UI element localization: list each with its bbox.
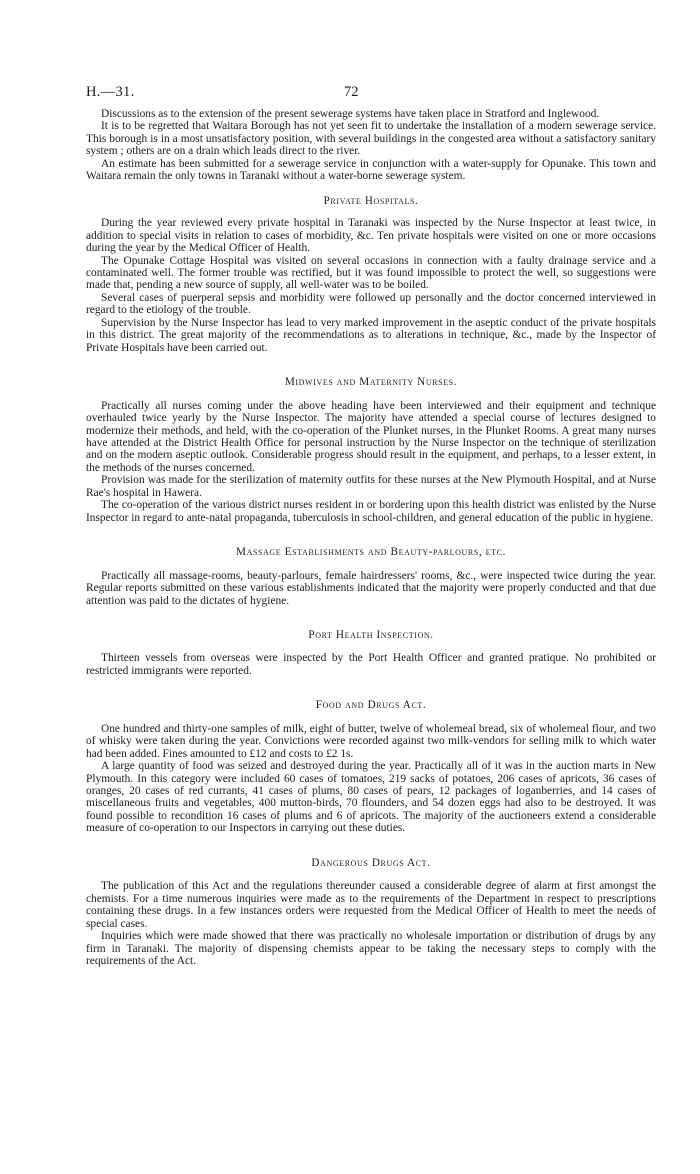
- section-heading-private-hospitals: Private Hospitals.: [323, 194, 419, 207]
- paragraph: Discussions as to the extension of the present sewerage systems have taken place in Stratford and Inglewood.: [101, 108, 600, 120]
- paragraph: The publication of this Act and the regulations thereunder caused a considerable degree of alarm at first amongst the chemists. For a time numerous inquiries were made as to the requirements of the Department in respect to prescriptions containing these drugs. In a few instances orders were requested from the Medical Officer of Health to meet the needs of special cases.: [86, 880, 656, 930]
- paragraph: An estimate has been submitted for a sewerage service in conjunction with a water-supply for Opunake. This town and Waitara remain the only towns in Taranaki without a water-borne sewerage system.: [86, 157, 656, 183]
- section-heading-dangerous-drugs: Dangerous Drugs Act.: [311, 856, 431, 869]
- paragraph: A large quantity of food was seized and destroyed during the year. Practically all of it was in the auction marts in New Plymouth. In this category were included 60 cases of tomatoes, 219 sacks of potatoes, 206 cases of apricots, 36 cases of oranges, 20 cases of red currants, 41 cases of plums, 80 cases of pears, 12 packages of loganberries, and 14 cases of miscellaneous fruits and vegetables, 400 mutton-birds, 70 flounders, and 54 dozen eggs had also to be destroyed. It was found possible to recondition 16 cases of plums and 6 of apricots. The majority of the auctioneers extend a considerable measure of co-operation to our Inspectors in carrying out these duties.: [86, 760, 656, 835]
- paragraph: Thirteen vessels from overseas were inspected by the Port Health Officer and granted pratique. No prohibited or restricted immigrants were reported.: [86, 652, 656, 677]
- page-header: [86, 84, 656, 108]
- paragraph: During the year reviewed every private hospital in Taranaki was inspected by the Nurse Inspector at least twice, in addition to special visits in relation to cases of morbidity, &c. Ten private hospitals were visited on one or more occasions during the year by the Medical Officer of Health.: [86, 217, 656, 255]
- section-heading-midwives: Midwives and Maternity Nurses.: [284, 376, 458, 389]
- paragraph: Practically all massage-rooms, beauty-parlours, female hairdressers' rooms, &c., were inspected twice during the year. Regular reports submitted on these various establishments indicated that the majority were properly conducted and that due attention was paid to the dictates of hygiene.: [86, 569, 656, 607]
- section-heading-port-health: Port Health Inspection.: [308, 628, 434, 641]
- paragraph: Supervision by the Nurse Inspector has lead to very marked improvement in the aseptic conduct of the private hospitals in this district. The great majority of the recommendations as to alterations in technique, &c., made by the Inspector of Private Hospitals have been carried out.: [86, 316, 656, 354]
- section-heading-food-and-drugs: Food and Drugs Act.: [315, 699, 427, 712]
- page-body: [86, 108, 656, 967]
- paragraph: Several cases of puerperal sepsis and morbidity were followed up personally and the doctor concerned interviewed in regard to the etiology of the trouble.: [86, 291, 656, 317]
- paragraph: Inquiries which were made showed that there was practically no wholesale importation or distribution of drugs by any firm in Taranaki. The majority of dispensing chemists appear to be taking the necessary steps to comply with the requirements of the Act.: [86, 930, 656, 968]
- report-reference: H.—31.: [86, 84, 135, 100]
- paragraph: Practically all nurses coming under the above heading have been interviewed and their equipment and technique overhauled twice yearly by the Nurse Inspector. The majority have attended a special course of lectures designed to modernize their methods, and held, with the co-operation of the Plunket nurses, in the Plunket Rooms. A great many nurses have attended at the District Health Office for personal instruction by the Nurse Inspector on the technique of sterilization and on the modern aseptic outlook. Considerable progress should result in the equipment, and perhaps, to a lesser extent, in the methods of the nurses concerned.: [86, 399, 656, 474]
- paragraph: One hundred and thirty-one samples of milk, eight of butter, twelve of wholemeal bread, six of wholemeal flour, and two of whisky were taken during the year. Convictions were recorded against two milk-vendors for selling milk to which water had been added. Fines amounted to £12 and costs to £2 1s.: [86, 722, 656, 760]
- paragraph: The co-operation of the various district nurses resident in or bordering upon this health district was enlisted by the Nurse Inspector in regard to ante-natal propaganda, tuberculosis in school-children, and general education of the public in hygiene.: [86, 499, 656, 524]
- paragraph: Provision was made for the sterilization of maternity outfits for these nurses at the New Plymouth Hospital, and at Nurse Rae's hospital in Hawera.: [86, 474, 656, 499]
- section-heading-massage-establishments: Massage Establishments and Beauty-parlours, etc.: [236, 546, 506, 559]
- paragraph: The Opunake Cottage Hospital was visited on several occasions in connection with a faulty drainage service and a contaminated well. The former trouble was rectified, but it was found impossible to protect the well, so suggestions were made that, pending a new source of supply, all well-water was to be boiled.: [86, 254, 656, 292]
- page-number: 72: [344, 84, 359, 100]
- paragraph: It is to be regretted that Waitara Borough has not yet seen fit to undertake the installation of a modern sewerage service. This borough is in a most unsatisfactory position, with several buildings in the congested area without a satisfactory sanitary system ; others are on a drain which leads direct to the river.: [86, 120, 656, 158]
